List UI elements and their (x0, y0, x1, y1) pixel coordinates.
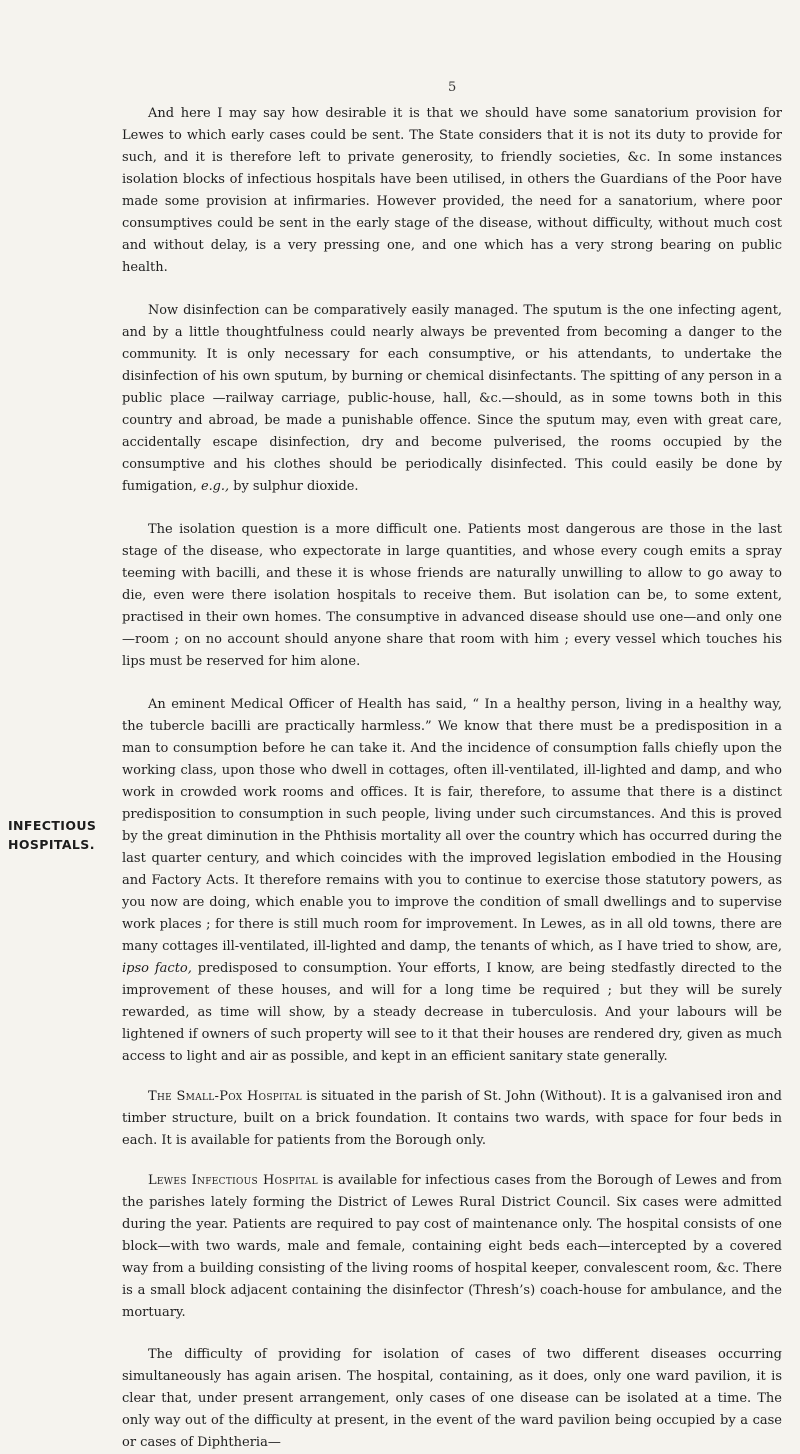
eminent-text-b: predisposed to consumption. Your efforts, I know, are being stedfastly directed to the improvement of these houses, and will for a long time be required ; but they will be surely rewarded, as time will show, by a steady decrease in tuberculosis. And your labours will be lightened if owners of such property will see to it that their houses are rendered dry, given as much access to light and air as possible, and kept in an efficient sanitary state generally. (122, 961, 782, 1064)
disinfection-eg: e.g., (200, 479, 230, 494)
paragraph-lewes-infectious-hospital (122, 1170, 782, 1324)
eminent-ipso-facto: ipso facto, (122, 961, 192, 976)
disinfection-text-b: by sulphur dioxide. (233, 479, 359, 494)
paragraph-sanatorium: And here I may say how desirable it is that we should have some sanatorium provision for Lewes to which early cases could be sent. The State considers that it is not its duty to provide for such, and it is therefore left to private generosity, to friendly societies, &c. In some instances isolation blocks of infectious hospitals have been utilised, in others the Guardians of the Poor have made some provision at infirmaries. However provided, the need for a sanatorium, where poor consumptives could be sent in the early stage of the disease, without difficulty, without much cost and without delay, is a very pressing one, and one which has a very strong bearing on public health. (122, 106, 782, 275)
lewes-hospital-title: Lewes Infectious Hospital (148, 1173, 318, 1188)
lewes-hospital-text: is available for infectious cases from the Borough of Lewes and from the parishes lately forming the District of Lewes Rural District Council. Six cases were admitted during the year. Patients are required to pay cost of maintenance only. The hospital consists of one block—with two wards, male and female, containing eight beds each—intercepted by a covered way from a building consisting of the living rooms of hospital keeper, convalescent room, &c. There is a small block adjacent containing the disinfector (Thresh’s) coach-house for ambulance, and the mortuary. (122, 1173, 782, 1320)
margin-heading-line-1: INFECTIOUS (8, 818, 97, 833)
paragraph-isolation-difficulty: The difficulty of providing for isolation of cases of two different diseases occurring simultaneously has again arisen. The hospital, containing, as it does, only one ward pavilion, it is clear that, under present arrangement, only cases of one disease can be isolated at a time. The only way out of the difficulty at present, in the event of the ward pavilion being occupied by a case or cases of Diphtheria— (122, 1347, 782, 1450)
paragraph-disinfection (122, 300, 782, 498)
eminent-text-a: An eminent Medical Officer of Health has said, “ In a healthy person, living in a healthy way, the tubercle bacilli are practically harmless.” We know that there must be a predisposition in a man to consumption before he can take it. And the incidence of consumption falls chiefly upon the working class, upon those who dwell in cottages, often ill-ventilated, ill-lighted and damp, and who work in crowded work rooms and offices. It is fair, therefore, to assume that there is a distinct predisposition to consumption in such people, living under such circumstances. And this is proved by the great diminution in the Phthisis mortality all over the country which has occurred during the last quarter century, and which coincides with the improved legislation embodied in the Housing and Factory Acts. It therefore remains with you to continue to exercise those statutory powers, as you now are doing, which enable you to improve the condition of small dwellings and to supervise work places ; for there is still much room for improvement. In Lewes, as in all old towns, there are many cottages ill-ventilated, ill-lighted and damp, the tenants of which, as I have tried to show, are, (122, 697, 782, 954)
paragraph-eminent-officer (122, 694, 782, 1068)
smallpox-hospital-text: is situated in the parish of St. John (Without). It is a galvanised iron and timber structure, built on a brick foundation. It contains two wards, with space for four beds in each. It is available for patients from the Borough only. (122, 1089, 782, 1148)
document-body (122, 103, 782, 1454)
paragraph-smallpox-hospital (122, 1086, 782, 1152)
smallpox-hospital-title: The Small-Pox Hospital (148, 1089, 302, 1104)
margin-heading-infectious-hospitals (8, 816, 120, 854)
margin-heading-line-2: HOSPITALS. (8, 837, 95, 852)
page-number: 5 (448, 80, 457, 95)
disinfection-text-a: Now disinfection can be comparatively easily managed. The sputum is the one infecting agent, and by a little thoughtfulness could nearly always be prevented from becoming a danger to the community. It is only necessary for each consumptive, or his attendants, to undertake the disinfection of his own sputum, by burning or chemical disinfectants. The spitting of any person in a public place —railway carriage, public-house, hall, &c.—should, as in some towns both in this country and abroad, be made a punishable offence. Since the sputum may, even with great care, accidentally escape disinfection, dry and become pulverised, the rooms occupied by the consumptive and his clothes should be periodically disinfected. This could easily be done by fumigation, (122, 303, 782, 494)
paragraph-isolation: The isolation question is a more difficult one. Patients most dangerous are those in the last stage of the disease, who expectorate in large quantities, and whose every cough emits a spray teeming with bacilli, and these it is whose friends are naturally unwilling to allow to go away to die, even were there isolation hospitals to receive them. But isolation can be, to some extent, practised in their own homes. The consumptive in advanced disease should use one—and only one—room ; on no account should anyone share that room with him ; every vessel which touches his lips must be reserved for him alone. (122, 522, 782, 669)
